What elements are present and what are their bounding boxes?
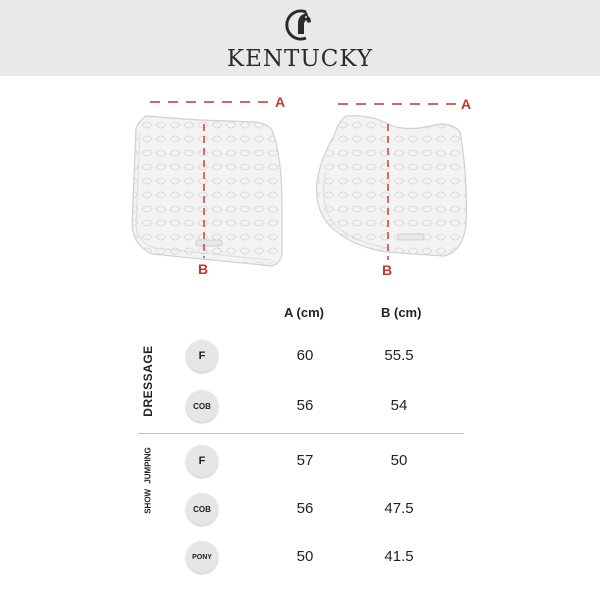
value-a: 50	[296, 548, 314, 565]
value-b: 41.5	[384, 548, 414, 565]
value-b: 47.5	[384, 500, 414, 517]
value-b: 54	[390, 397, 408, 414]
table-row	[0, 386, 600, 426]
value-a: 60	[296, 347, 314, 364]
label-a-left: A	[275, 94, 286, 110]
group-label-dressage: DRESSAGE	[141, 345, 155, 417]
dressage-pad-illustration	[132, 116, 282, 266]
size-badge: F	[186, 340, 218, 372]
table-row	[0, 537, 600, 577]
table-row	[0, 336, 600, 376]
value-a: 57	[296, 452, 314, 469]
header-bar	[0, 0, 600, 76]
label-b-right: B	[382, 262, 393, 278]
horse-head-c-logo-icon	[280, 6, 320, 44]
label-a-right: A	[461, 96, 472, 112]
size-badge: PONY	[186, 541, 218, 573]
table-row	[0, 441, 600, 481]
jumping-pad-illustration	[317, 116, 467, 256]
size-badge: COB	[186, 493, 218, 525]
table-row	[0, 489, 600, 529]
value-a: 56	[296, 397, 314, 414]
saddle-pad-diagram	[0, 76, 600, 286]
column-header-b: B (cm)	[381, 305, 422, 320]
value-a: 56	[296, 500, 314, 517]
group-label-show-jumping: SHOW JUMPING	[143, 447, 153, 514]
size-badge: F	[186, 445, 218, 477]
brand-name: KENTUCKY	[226, 46, 374, 72]
column-header-a: A (cm)	[284, 305, 324, 320]
size-badge: COB	[186, 390, 218, 422]
value-b: 55.5	[384, 347, 414, 364]
value-b: 50	[390, 452, 408, 469]
group-divider	[138, 433, 464, 434]
label-b-left: B	[198, 261, 209, 277]
